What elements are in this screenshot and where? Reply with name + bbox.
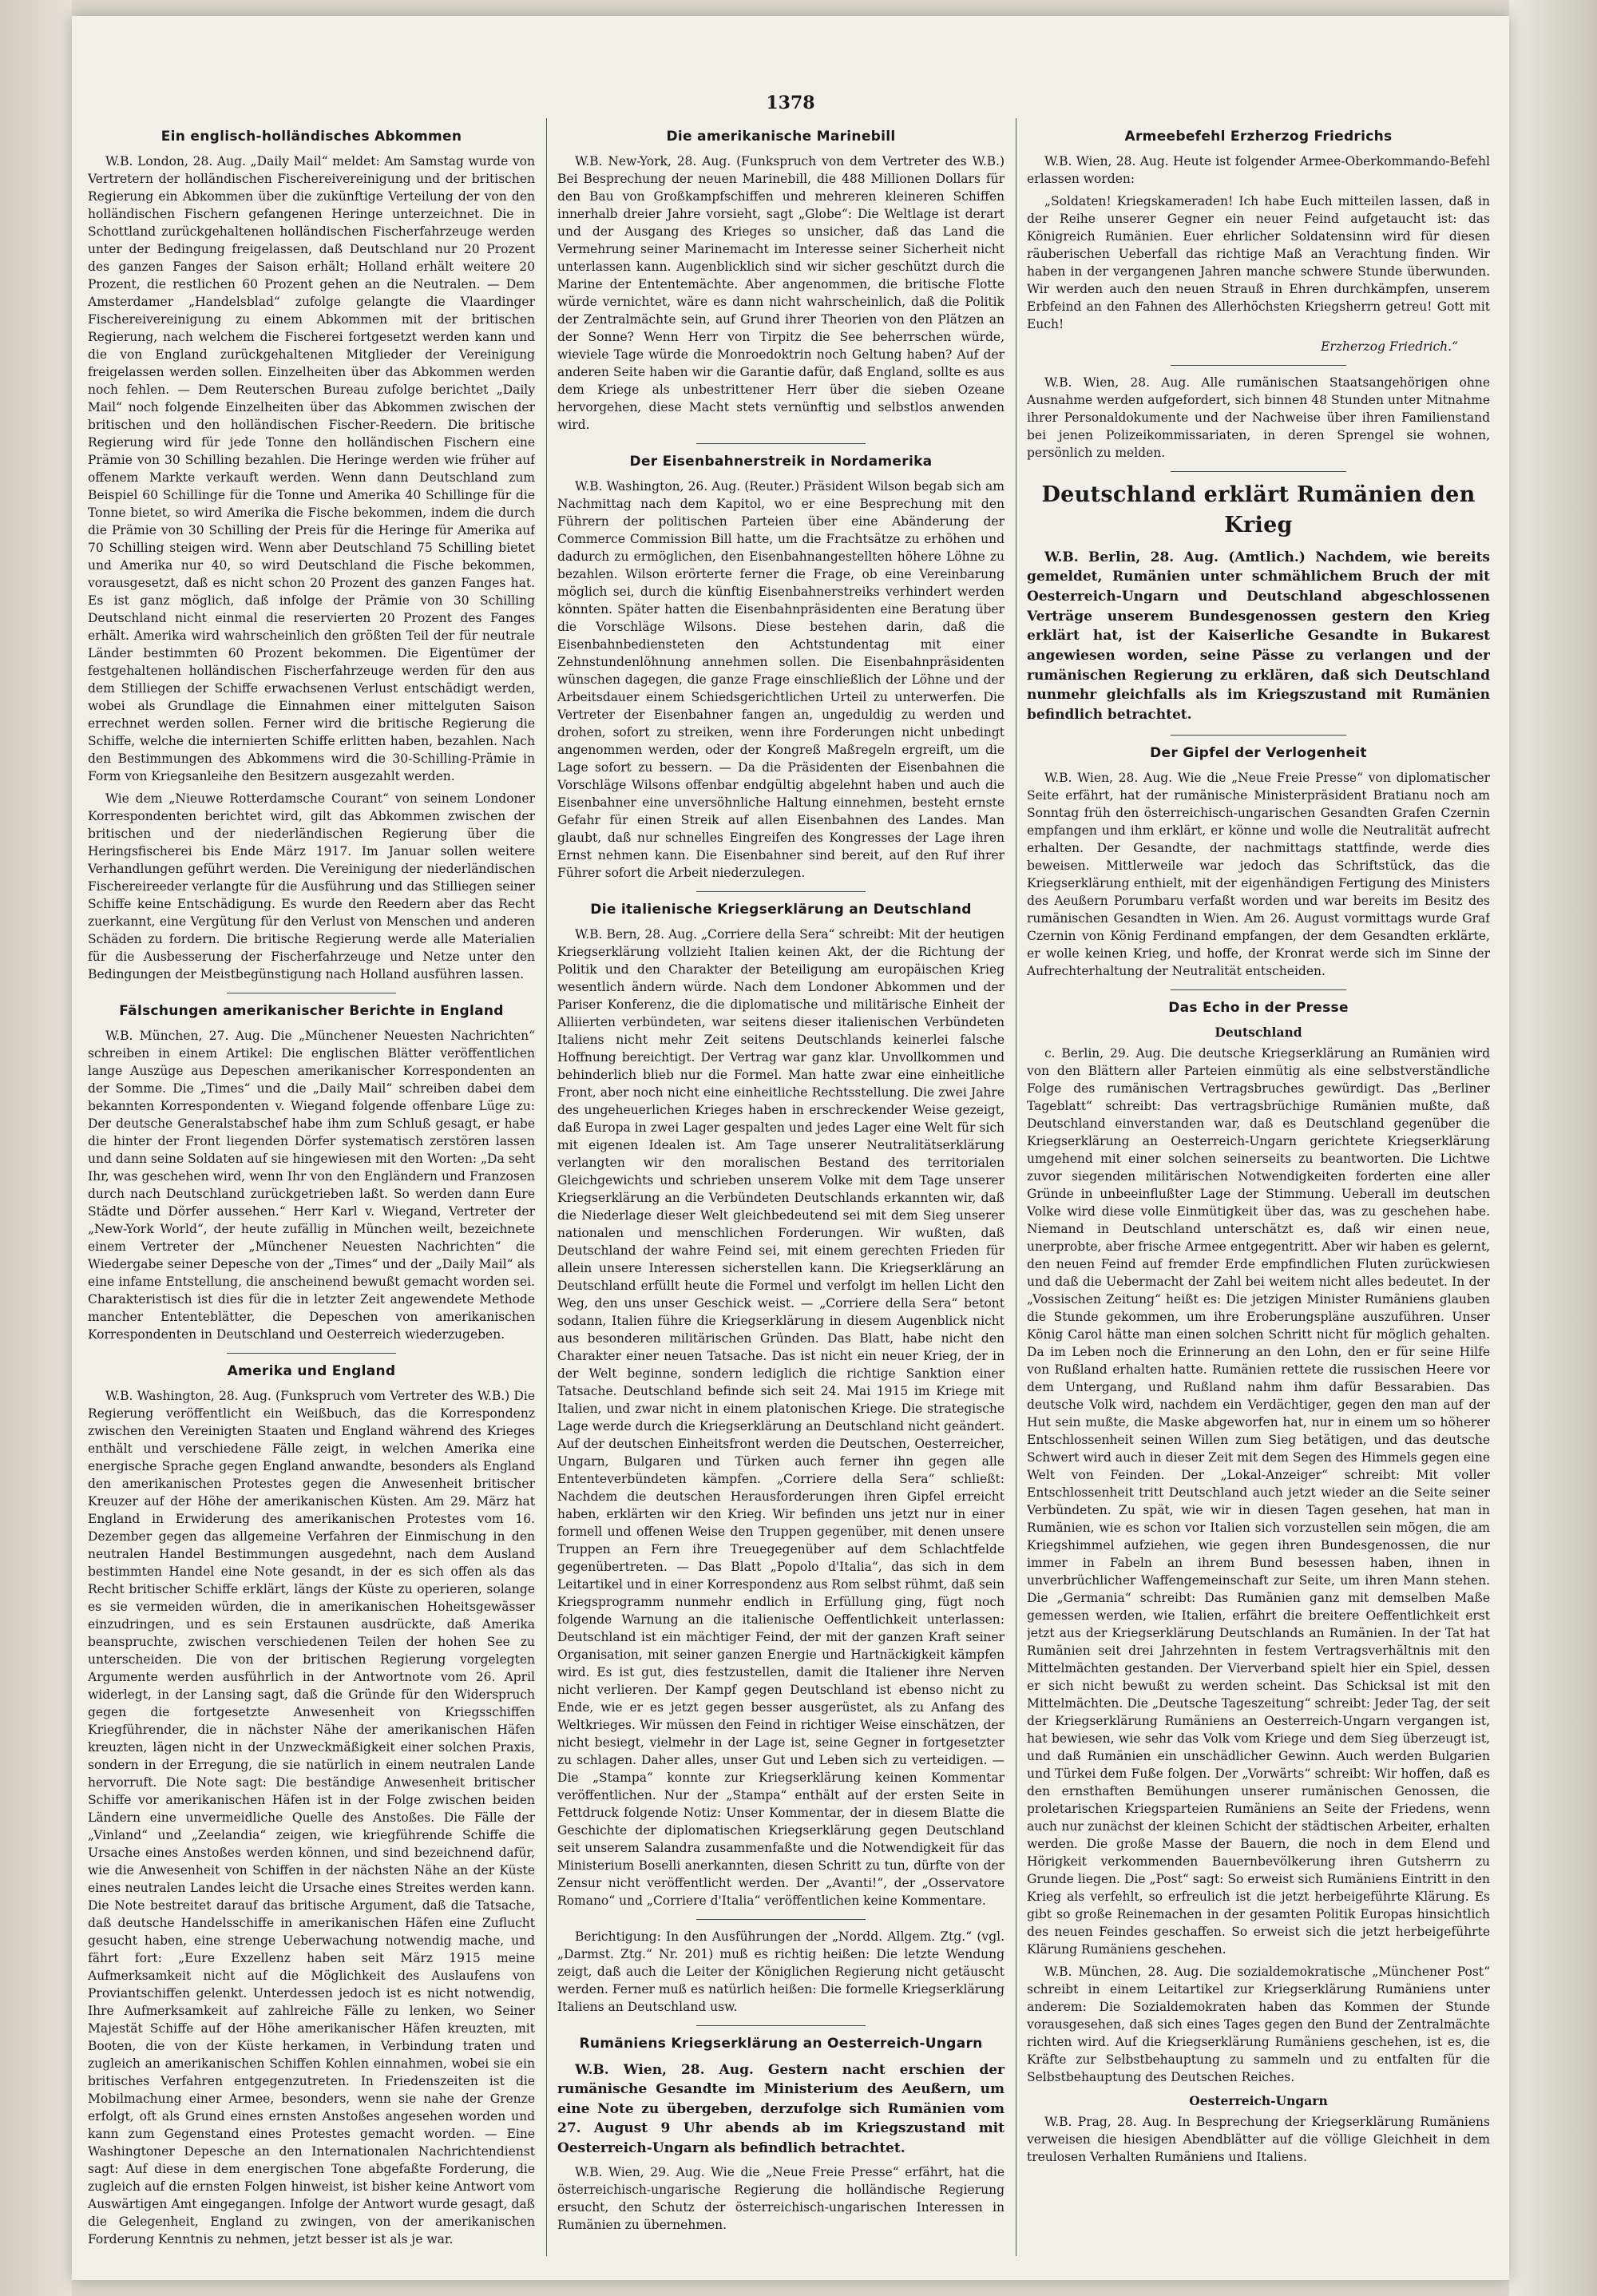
- separator: [1171, 989, 1346, 990]
- signature: Erzherzog Friedrich.“: [1321, 339, 1458, 355]
- article-paragraph: „Soldaten! Kriegskameraden! Ich habe Euch mitteilen lassen, daß in der Reihe unserer Gegner ein neuer Feind aufgetaucht ist: das Königreich Rumänien. Euer ehrlicher Soldatensinn wird für diesen räuberischen Ueberfall das richtige Maß an Verachtung finden. Wir haben in der vergangenen Jahren manche schwere Stunde überwunden. Wir werden auch den neuen Strauß in Ehren durchkämpfen, unserem Erbfeind an den Fahnen des Allerhöchsten Kriegsherrn getreu! Gott mit Euch!: [1027, 194, 1490, 332]
- article-paragraph: W.B. Wien, 28. Aug. Wie die „Neue Freie Presse“ von diplomatischer Seite erfährt, hat der rumänische Ministerpräsident Bratianu noch am Sonntag früh den österreichisch-ungarischen Gesandten Grafen Czernin empfangen und ihm erklärt, er könne und wolle die Neutralität aufrecht erhalten. Der Gesandte, der nachmittags stattfinde, werde dies beweisen. Mittlerweile war jedoch das Schriftstück, das die Kriegserklärung enthielt, mit der eigenhändigen Fertigung des Ministers des Aeußern Porumbaru verfaßt worden und war bereits im Besitz des rumänischen Gesandten in Wien. Am 26. August vormittags wurde Graf Czernin von König Ferdinand empfangen, der dem Gesandten erklärte, er wolle keinen Krieg, und hoffe, der Kronrat werde sich im Sinne der Aufrechterhaltung der Neutralität entscheiden.: [1027, 770, 1490, 978]
- article-paragraph: c. Berlin, 29. Aug. Die deutsche Kriegserklärung an Rumänien wird von den Blättern aller Parteien einmütig als eine selbstverständliche Folge des rumänischen Vertragsbruches gewürdigt. Das „Berliner Tageblatt“ schreibt: Das vertragsbrüchige Rumänien mußte, daß Deutschland einverstanden war, daß es Deutschland gegenüber die Kriegserklärung an Oesterreich-Ungarn gerichtete Kriegserklärung umgehend mit einer solchen seinerseits zu beantworten. Die Lichtwe zuvor siegenden militärischen Notwendigkeiten forderten eine aller Gründe in unbeeinflußter Lage der Stimmung. Ueberall im deutschen Volke wird diese volle Einmütigkeit über das, was zu geschehen habe. Niemand in Deutschland unterschätzt es, daß wir einen neue, unerprobte, aber frische Armee entgegentritt. Aber wir haben es gelernt, den neuen Feind auf fremder Erde empfindlichen Fluten zurückwiesen und daß die Uebermacht der Zahl bei weitem nicht alles bedeutet. In der „Vossischen Zeitung“ heißt es: Die jetzigen Minister Rumäniens glauben die Stunde gekommen, um ihre Eroberungspläne auszuführen. Unser König Carol hätte man einen solchen Schritt nicht für möglich gehalten. Da im Leben noch die Erinnerung an den Lohn, den er für seine Hilfe von Rußland erhalten hatte. Rumänien rettete die russischen Heere vor dem Untergang, und Rußland nahm ihm dafür Bessarabien. Das deutsche Volk wird, nachdem ein Verdächtiger, gegen den man auf der Hut sein mußte, die Maske abgeworfen hat, nur in einem um so höherer Entschlossenheit seinen Willen zum Sieg betätigen, und das deutsche Schwert wird auch in dieser Zeit mit dem Segen des Himmels gegen eine Welt von Feinden. Der „Lokal-Anzeiger“ schreibt: Mit voller Entschlossenheit tritt Deutschland auch jetzt wieder an die Seite seiner Verbündeten. Zu spät, wie wir in diesen Tagen gesehen, hat man in Rumänien, wie es schon vor Italien sich vorzustellen sein mögen, die am Kriegshimmel aufziehen, wie gegen ihren Bundesgenossen, die nur immer in Fabeln an ihrem Bund besessen haben, ihnen in unverbrüchlicher Waffengemeinschaft zur Seite, um ihren Mann stehen. Die „Germania“ schreibt: Das Rumänien ganz mit demselben Maße gemessen werden, wie Italien, erfährt die breitere Oeffentlichkeit erst jetzt aus der Kriegserklärung Deutschlands an Rumänien. In der Tat hat Rumänien seit drei Jahrzehnten in festem Vertragsverhältnis mit den Mittelmächten gestanden. Der Vierverband spielt hier ein Spiel, dessen er sich nicht bewußt zu werden scheint. Das Schicksal ist mit den Mittelmächten. Die „Deutsche Tageszeitung“ schreibt: Jeder Tag, der seit der Kriegserklärung Rumäniens an Oesterreich-Ungarn vergangen ist, hat bewiesen, wie sehr das Volk vom Kriege und dem Sieg überzeugt ist, und daß Rumänien ein unschädlicher Gewinn. Auch werden Bulgarien und Türkei dem Fuße folgen. Der „Vorwärts“ schreibt: Wir hoffen, daß es den ernsthaften Bemühungen unserer rumänischen Genossen, die proletarischen Kriegsparteien Rumäniens an Seite der Friedens, wenn auch nur zunächst der kleinen Schicht der städtischen Arbeiter, erhalten werden. Die große Masse der Bauern, die noch in dem Elend und Hörigkeit verkommenden Bauernbevölkerung ihren Gutsherrn zu Grunde liegen. Die „Post“ sagt: So erweist sich Rumäniens Eintritt in den Krieg als verfehlt, so erfreulich ist die jetzt herbeigeführte Klärung. Es gibt so große Reinemachen in der gesamten Politik Europas hinsichtlich des neuen Feindes geschaffen. So erweist sich die jetzt herbeigeführte Klärung Rumäniens geschehen.: [1027, 1045, 1490, 1957]
- column-3: [1027, 124, 1490, 2256]
- article-paragraph: W.B. New-York, 28. Aug. (Funkspruch von dem Vertreter des W.B.) Bei Besprechung der neuen Marinebill, die 488 Millionen Dollars für den Bau von Großkampfschiffen und mehreren kleineren Schiffen innerhalb dreier Jahre vorsieht, sagt „Globe“: Die Weltlage ist derart und der Ausgang des Krieges so unsicher, daß das Land die Vermehrung seiner Marinemacht im Interesse seiner Sicherheit nicht unterlassen kann. Augenblicklich sind wir sicher geschützt durch die Marine der Ententemächte. Aber angenommen, die britische Flotte würde vernichtet, wäre es dann nicht wahrscheinlich, daß die Politik der Zentralmächte sein, auf Grund ihrer Theorien von den Plätzen an der Sonne? Wenn Herr von Tirpitz die See beherrschen würde, wieviele Tage würde die Monroedoktrin noch Geltung haben? Auf der anderen Seite haben wir die Garantie dafür, daß England, sollte es aus dem Kriege als unbestrittener Herr über die sieben Ozeane hervorgehen, diese Macht stets vernünftig und selbstlos anwenden wird.: [557, 154, 1005, 433]
- article-paragraph: W.B. Wien, 28. Aug. Gestern nacht erschien der rumänische Gesandte im Ministerium des Aeußern, um eine Note zu übergeben, derzufolge sich Rumänien vom 27. August 9 Uhr abends ab im Kriegszustand mit Oesterreich-Ungarn als befindlich betrachtet.: [557, 2061, 1005, 2157]
- separator: [696, 891, 866, 892]
- article-paragraph: W.B. London, 28. Aug. „Daily Mail“ meldet: Am Samstag wurde von Vertretern der holländischen Fischereivereinigung und der britischen Regierung ein Abkommen über die zukünftige Verteilung der von den holländischen Fischern gefangenen Heringe unterzeichnet. Die in Schottland zurückgehaltenen holländischen Fischerfahrzeuge werden unter der Bedingung freigelassen, daß Deutschland nur 20 Prozent des ganzen Fanges der Saison erhält; Holland erhält weitere 20 Prozent, die restlichen 60 Prozent gehen an die Neutralen. — Dem Amsterdamer „Handelsblad“ zufolge gelangte die Vlaardinger Fischereivereinigung zu einem Abkommen mit der britischen Regierung, nach welchem die Fischerei fortgesetzt werden kann und die von England zurückgehaltenen Mitglieder der Vereinigung freigelassen werden sollen. Einzelheiten über das Abkommen werden noch fehlen. — Dem Reuterschen Bureau zufolge berichtet „Daily Mail“ noch folgende Einzelheiten über das Abkommen zwischen der britischen und den holländischen Fischer-Reedern. Die britische Regierung wird für jede Tonne den holländischen Fischern eine Prämie von 30 Schilling bezahlen. Die Heringe werden wie früher auf offenem Markte verkauft werden. Wenn dann Deutschland zum Beispiel 60 Schillinge für die Tonne und Amerika 40 Schillinge für die Tonne bietet, so wird Amerika die Fische bekommen, indem die durch die Prämie von 30 Schilling der Preis für die Heringe für Amerika auf 70 Schilling steigen wird. Wenn aber Deutschland 75 Schilling bietet und Amerika nur 40, so wird Deutschland die Fische bekommen, vorausgesetzt, daß es nicht schon 20 Prozent des ganzen Fanges hat. Es ist ganz möglich, daß infolge der Prämie von 30 Schilling Deutschland nicht einmal die reservierten 20 Prozent des Fanges erhält. Amerika wird wahrscheinlich den größten Teil der für neutrale Länder bestimmten 60 Prozent bekommen. Die Eigentümer der festgehaltenen holländischen Fischerfahrzeuge werden für den aus dem Stilliegen der Schiffe erwachsenen Verlust entschädigt werden, wobei als Grundlage die Einnahmen einer mittelguten Saison errechnet werden sollen. Ferner wird die britische Regierung die Schiffe, welche die internierten Schiffe erlitten haben, bezahlen. Nach den Bestimmungen des Abkommens wird die 30-Schilling-Prämie in Form von Kriegsanleihe den Besitzern ausgezahlt werden.: [88, 154, 535, 784]
- page-number: 1378: [766, 93, 815, 113]
- column-2: [557, 124, 1005, 2256]
- headline: Armeebefehl Erzherzog Friedrichs: [1124, 129, 1393, 145]
- headline: Deutschland erklärt Rumänien den Krieg: [1041, 482, 1476, 538]
- article-paragraph: W.B. Wien, 29. Aug. Wie die „Neue Freie Presse“ erfährt, hat die österreichisch-ungarische Regierung die holländische Regierung ersucht, den Schutz der österreichisch-ungarischen Interessen in Rumänien zu übernehmen.: [557, 2164, 1005, 2232]
- article-paragraph: W.B. Washington, 26. Aug. (Reuter.) Präsident Wilson begab sich am Nachmittag nach dem Kapitol, wo er eine Besprechung mit den Führern der politischen Parteien über eine Abänderung der Commerce Commission Bill hatte, um die Frachtsätze zu erhöhen und dadurch zu ermöglichen, den Eisenbahnangestellten höhere Löhne zu bezahlen. Wilson erörterte ferner die Frage, ob eine Vereinbarung möglich sei, durch die künftig Eisenbahnerstreiks verhindert werden könnten. Später hatten die Eisenbahnpräsidenten eine Beratung über die Vorschläge Wilsons. Diese bestehen darin, daß die Eisenbahnbediensteten den Achtstundentag mit einer Zehnstundenlöhnung annehmen sollen. Die Eisenbahnpräsidenten wünschen dagegen, die ganze Frage einschließlich der Löhne und der Arbeitsdauer einem Schiedsgerichtlichen Urteil zu unterwerfen. Die Vertreter der Eisenbahner fangen an, ungeduldig zu werden und drohen, sofort zu streiken, wenn ihre Forderungen nicht unbedingt angenommen werden, oder der Kongreß Maßregeln ergreift, um die Lage sofort zu bessern. — Da die Präsidenten der Eisenbahnen die Vorschläge Wilsons offenbar endgültig abgelehnt haben und auch die Eisenbahner eine unversöhnliche Haltung einnehmen, besteht ernste Gefahr für einen Streik auf allen Eisenbahnen des Landes. Man glaubt, daß nur schnelles Eingreifen des Kongresses der Lage ihren Ernst nehmen kann. Die Eisenbahner sind bereit, auf den Ruf ihrer Führer sofort die Arbeit niederzulegen.: [557, 479, 1005, 881]
- adjacent-page-left-edge: [0, 0, 72, 2296]
- subheading: Deutschland: [1215, 1024, 1302, 1040]
- article-paragraph: W.B. Washington, 28. Aug. (Funkspruch vom Vertreter des W.B.) Die Regierung veröffentlicht ein Weißbuch, das die Korrespondenz zwischen den Vereinigten Staaten und England während des Krieges enthält und verschiedene Fälle zeigt, in welchen Amerika eine energische Sprache gegen England anwandte, besonders als England den amerikanischen Protestes gegen die Anwesenheit britischer Kreuzer auf der Höhe der amerikanischen Küsten. Am 29. März hat England in Erwiderung des amerikanischen Protestes vom 16. Dezember gegen das allgemeine Verfahren der Einmischung in den neutralen Handel Bestimmungen ausgedehnt, nach dem Ausland bestimmten Handel eine Note gesandt, in der es sich offen als das Recht britischer Schiffe erklärt, längs der Küste zu operieren, solange es sie vermeiden würden, die in amerikanischen Hoheitsgewässer einzudringen, und es sein Erstaunen ausdrückte, daß Amerika beanspruchte, zwischen verschiedenen Teilen der hohen See zu unterscheiden. Die von der britischen Regierung vorgelegten Argumente werden ausführlich in der Antwortnote vom 26. April widerlegt, in der Lansing sagt, daß die Gründe für den Widerspruch gegen die fortgesetzte Anwesenheit von Kriegsschiffen Kriegführender, die in nächster Nähe der amerikanischen Häfen kreuzten, lägen nicht in der Unzweckmäßigkeit einer solchen Praxis, sondern in der Erregung, die sie natürlich in einem neutralen Lande hervorruft. Die Note sagt: Die beständige Anwesenheit britischer Schiffe vor amerikanischen Häfen ist in der Folge zwischen beiden Ländern eine unvermeidliche Quelle des Anstoßes. Die Fälle der „Vinland“ und „Zeelandia“ zeigen, wie kriegführende Schiffe die Ursache eines Anstoßes werden können, und sind bezeichnend dafür, wie die Anwesenheit von Schiffen in der nächsten Nähe an der Küste eines neutralen Landes leicht die Ursache eines Streites werden kann. Die Note bestreitet darauf das britische Argument, daß die Tatsache, daß deutsche Handelsschiffe in amerikanischen Häfen eine Zuflucht gesucht haben, eine strenge Ueberwachung notwendig mache, und fährt fort: „Eure Exzellenz haben seit März 1915 meine Aufmerksamkeit nicht auf die Möglichkeit des Auslaufens von Proviantschiffen gelenkt. Unterdessen jedoch ist es nicht notwendig, Ihre Aufmerksamkeit auf zahlreiche Fälle zu lenken, wo Seiner Majestät Schiffe auf der Höhe amerikanischer Häfen kreuzten, mit Booten, die von der Küste herkamen, in Verbindung traten und zugleich an amerikanischen Schiffen Kohlen einnahmen, wobei sie ein britisches Verfahren entgegenzutreten. In Friedenszeiten ist die Mobilmachung einer Armee, besonders, wenn sie nahe der Grenze erfolgt, oft als Grund eines ernsten Anstoßes angesehen worden und kann zum Gegenstand eines Protestes gemacht worden. — Eine Washingtoner Depesche an den Internationalen Nachrichtendienst sagt: Auf diese in dem energischen Tone abgefaßte Forderung, die zugleich auf die ernsten Folgen hinweist, ist bisher keine Antwort vom Auswärtigen Amt eingegangen. Infolge der Antwort wurde gesagt, daß die Gelegenheit, England zu zwingen, von der amerikanischen Forderung Kenntnis zu nehmen, jetzt besser ist als je war.: [88, 1389, 535, 2247]
- article-paragraph: W.B. Bern, 28. Aug. „Corriere della Sera“ schreibt: Mit der heutigen Kriegserklärung vollzieht Italien keinen Akt, der die Richtung der Politik und den Charakter der Beteiligung am europäischen Krieg wesentlich ändern würde. Nach dem Londoner Abkommen und der Pariser Konferenz, die die diplomatische und militärische Einheit der Alliierten verbündeten, war seitens dieser italienischen Verbündeten Italiens nicht mehr Zeit seitens Deutschlands keinerlei falsche Hoffnung bereichtigt. Der Vertrag war ganz klar. Unvollkommen und behinderlich blieb nur die Formel. Man hatte zwar eine einheitliche Front, aber noch nicht eine einheitliche Rechtsstellung. Die zwei Jahre des ungeheuerlichen Krieges haben in erschreckender Weise gezeigt, daß Europa in zwei Lager gespalten und jedes Lager eine Welt für sich mit eigenen Idealen ist. Am Tage unserer Neutralitätserklärung verlangten wir den moralischen Bestand des territorialen Gleichgewichts und schrieben unserem Volke mit dem Tage unserer Kriegserklärung an die Verbündeten Deutschlands erkannten wir, daß die Niederlage dieser Welt gleichbedeutend sei mit dem Sieg unserer nationalen und menschlichen Forderungen. Wir wußten, daß Deutschland der wahre Feind sei, mit einem gerechten Frieden für allein unsere Interessen sicherstellen kann. Die Kriegserklärung an Deutschland erfüllt heute die Formel und verfolgt im hellen Licht den Weg, den uns unser Geschick weist. — „Corriere della Sera“ betont sodann, Italien führe die Kriegserklärung in diesem Augenblick nicht aus besonderen militärischen Gründen. Das Blatt, habe nicht den Charakter einer neuen Tatsache. Das ist nicht ein neuer Krieg, der in der Welt beginne, sondern lediglich die richtige Sanktion einer Tatsache. Deutschland befinde sich seit 24. Mai 1915 im Kriege mit Italien, und zwar nicht in einem platonischen Kriege. Die strategische Lage werde durch die Kriegserklärung an Deutschland nicht geändert. Auf der deutschen Einheitsfront werden die Deutschen, Oesterreicher, Ungarn, Bulgaren und Türken auch ferner ihn gegen alle Ententeverbündeten kämpfen. „Corriere della Sera“ schließt: Nachdem die deutschen Herausforderungen ihren Gipfel erreicht haben, erklärten wir den Krieg. Wir befinden uns jetzt nur in einer formell und offenen Weise den Truppen gegenüber, mit denen unsere Truppen an Fern ihre Treuegegenüber auf dem Schlachtfelde gegenübertreten. — Das Blatt „Popolo d'Italia“, das sich in dem Leitartikel und in einer Korrespondenz aus Rom selbst rühmt, daß sein Kriegsprogramm nunmehr endlich in Erfüllung ging, fügt noch folgende Warnung an die italienische Oeffentlichkeit unterlassen: Deutschland ist ein mächtiger Feind, der mit der ganzen Kraft seiner Organisation, mit seiner ganzen Energie und Hartnäckigkeit kämpfen wird. Es ist gut, dies festzustellen, damit die Italiener ihre Nerven nicht verlieren. Der Kampf gegen Deutschland ist ebenso nicht zu Ende, wie er es jetzt gegen besser ausgerüstet, als zu Anfang des Weltkrieges. Wir müssen den Feind in richtiger Weise einschätzen, der nicht besiegt, vielmehr in der Lage ist, seine Gegner in fortgesetzter zu schlagen. Daher alles, unser Gut und Leben sich zu verteidigen. — Die „Stampa“ konnte zur Kriegserklärung keinen Kommentar veröffentlichen. Nur der „Stampa“ enthält auf der ersten Seite in Fettdruck folgende Notiz: Unser Kommentar, der in diesem Blatte die Geschichte der diplomatischen Kriegserklärung gegen Deutschland seit unserem Salandra zusammenfaßte und die Notwendigkeit für das Ministerium Boselli anerkannten, diesen Schritt zu tun, dürfte von der Zensur nicht veröffentlicht werden. Der „Avanti!“, der „Osservatore Romano“ und „Corriere d'Italia“ veröffentlichen keine Kommentare.: [557, 927, 1005, 1909]
- column-rule: [546, 118, 547, 2256]
- separator: [1171, 735, 1346, 736]
- correction-note: Berichtigung: In den Ausführungen der „Nordd. Allgem. Ztg.“ (vgl. „Darmst. Ztg.“ Nr. 201) muß es richtig heißen: Die letzte Wendung zeigt, daß auch die Leiter der Königlichen Regierung nicht getäuscht werden. Ferner muß es natürlich heißen: Die formelle Kriegserklärung Italiens an Deutschland usw.: [557, 1929, 1005, 2015]
- article-paragraph: W.B. Wien, 28. Aug. Heute ist folgender Armee-Oberkommando-Befehl erlassen worden:: [1027, 154, 1490, 187]
- headline: Fälschungen amerikanischer Berichte in England: [119, 1003, 504, 1020]
- article-paragraph: Wie dem „Nieuwe Rotterdamsche Courant“ von seinem Londoner Korrespondenten berichtet wird, gilt das Abkommen zwischen der britischen und der niederländischen Regierung über die Heringsfischerei bis Ende März 1917. Im Januar sollen weitere Verhandlungen geführt werden. Die Vereinigung der niederländischen Fischereireeder verlangte für die Ausführung und das Stilliegen seiner Schiffe keine Entschädigung. Es wurde den Reedern aber das Recht zuerkannt, eine Vergütung für den Verlust von Menschen und anderen Schäden zu fordern. Die britische Regierung werde alle Materialien für die Ausbesserung der Fischerfahrzeuge und Netze unter den Bedingungen der Meistbegünstigung nach Holland ausführen lassen.: [88, 791, 535, 982]
- headline: Ein englisch-holländisches Abkommen: [160, 129, 462, 145]
- headline: Das Echo in der Presse: [1168, 999, 1349, 1016]
- article-paragraph: W.B. München, 27. Aug. Die „Münchener Neuesten Nachrichten“ schreiben in einem Artikel: Die englischen Blätter veröffentlichen lange Auszüge aus Depeschen amerikanischer Korrespondenten an der Somme. Die „Times“ und die „Daily Mail“ schreiben dabei dem bekannten Korrespondenten v. Wiegand folgende offenbare Lüge zu: Der deutsche Generalstabschef habe ihm zum Schluß gesagt, er habe die hinter der Front liegenden Dörfer systematisch zerstören lassen und dann seine Soldaten auf sie hingewiesen mit den Worten: „Da seht Ihr, was geschehen wird, wenn Ihr von den Engländern und Franzosen durch nach Deutschland zurückgetrieben laßt. So werden dann Eure Städte und Dörfer aussehen.“ Herr Karl v. Wiegand, Vertreter der „New-York World“, der heute zufällig in München weilt, bezeichnete einem Vertreter der „Münchener Neuesten Nachrichten“ die Wiedergabe seiner Depesche von der „Times“ und der „Daily Mail“ als eine infame Entstellung, die anscheinend bewußt gemacht worden sei. Charakteristisch ist dies für die in letzter Zeit angewendete Methode mancher Ententeblätter, die Depeschen von amerikanischen Korrespondenten in Deutschland und Oesterreich wiederzugeben.: [88, 1029, 535, 1342]
- separator: [696, 1919, 866, 1920]
- headline: Amerika und England: [227, 1363, 396, 1380]
- column-1: [88, 124, 535, 2256]
- subheading: Oesterreich-Ungarn: [1189, 2092, 1328, 2108]
- headline: Der Gipfel der Verlogenheit: [1150, 744, 1367, 761]
- article-paragraph: W.B. Wien, 28. Aug. Alle rumänischen Staatsangehörigen ohne Ausnahme werden aufgefordert, sich binnen 48 Stunden unter Mitnahme ihrer Personaldokumente und der Nachweise über ihren Familienstand bei jenen Polizeikommissariaten, in deren Sprengel sie wohnen, persönlich zu melden.: [1027, 375, 1490, 461]
- headline: Die amerikanische Marinebill: [666, 129, 896, 145]
- separator: [1171, 365, 1346, 366]
- separator: [227, 1353, 397, 1354]
- adjacent-page-right-edge: [1509, 0, 1597, 2296]
- newspaper-page: [72, 16, 1509, 2280]
- article-paragraph: W.B. München, 28. Aug. Die sozialdemokratische „Münchener Post“ schreibt in einem Leitartikel zur Kriegserklärung Rumäniens unter anderem: Die Sozialdemokraten haben das Kommen der Stunde vorausgesehen, daß sich eines Tages gegen den Bund der Zentralmächte richten wird. Auf die Kriegserklärung Rumäniens geschehen, ist es, die Kräfte zur Selbstbehauptung zu sammeln und zu entfalten für die Selbstbehauptung des Deutschen Reiches.: [1027, 1964, 1490, 2084]
- separator: [696, 2025, 866, 2026]
- article-paragraph: W.B. Berlin, 28. Aug. (Amtlich.) Nachdem, wie bereits gemeldet, Rumänien unter schmählichem Bruch der mit Oesterreich-Ungarn und Deutschland abgeschlossenen Verträge unserem Bundesgenossen gestern den Krieg erklärt hat, ist der Kaiserliche Gesandte in Bukarest angewiesen worden, seine Pässe zu verlangen und der rumänischen Regierung zu erklären, daß sich Deutschland nunmehr gleichfalls als im Kriegszustand mit Rumänien befindlich betrachtet.: [1027, 549, 1490, 723]
- separator: [696, 443, 866, 444]
- headline: Die italienische Kriegserklärung an Deutschland: [590, 902, 972, 918]
- headline: Rumäniens Kriegserklärung an Oesterreich-Ungarn: [579, 2036, 983, 2052]
- article-paragraph: W.B. Prag, 28. Aug. In Besprechung der Kriegserklärung Rumäniens verweisen die hiesigen Abendblätter auf die völlige Gleichheit in dem treulosen Verhalten Rumäniens und Italiens.: [1027, 2114, 1490, 2164]
- separator: [1171, 471, 1346, 472]
- headline: Der Eisenbahnerstreik in Nordamerika: [629, 454, 933, 470]
